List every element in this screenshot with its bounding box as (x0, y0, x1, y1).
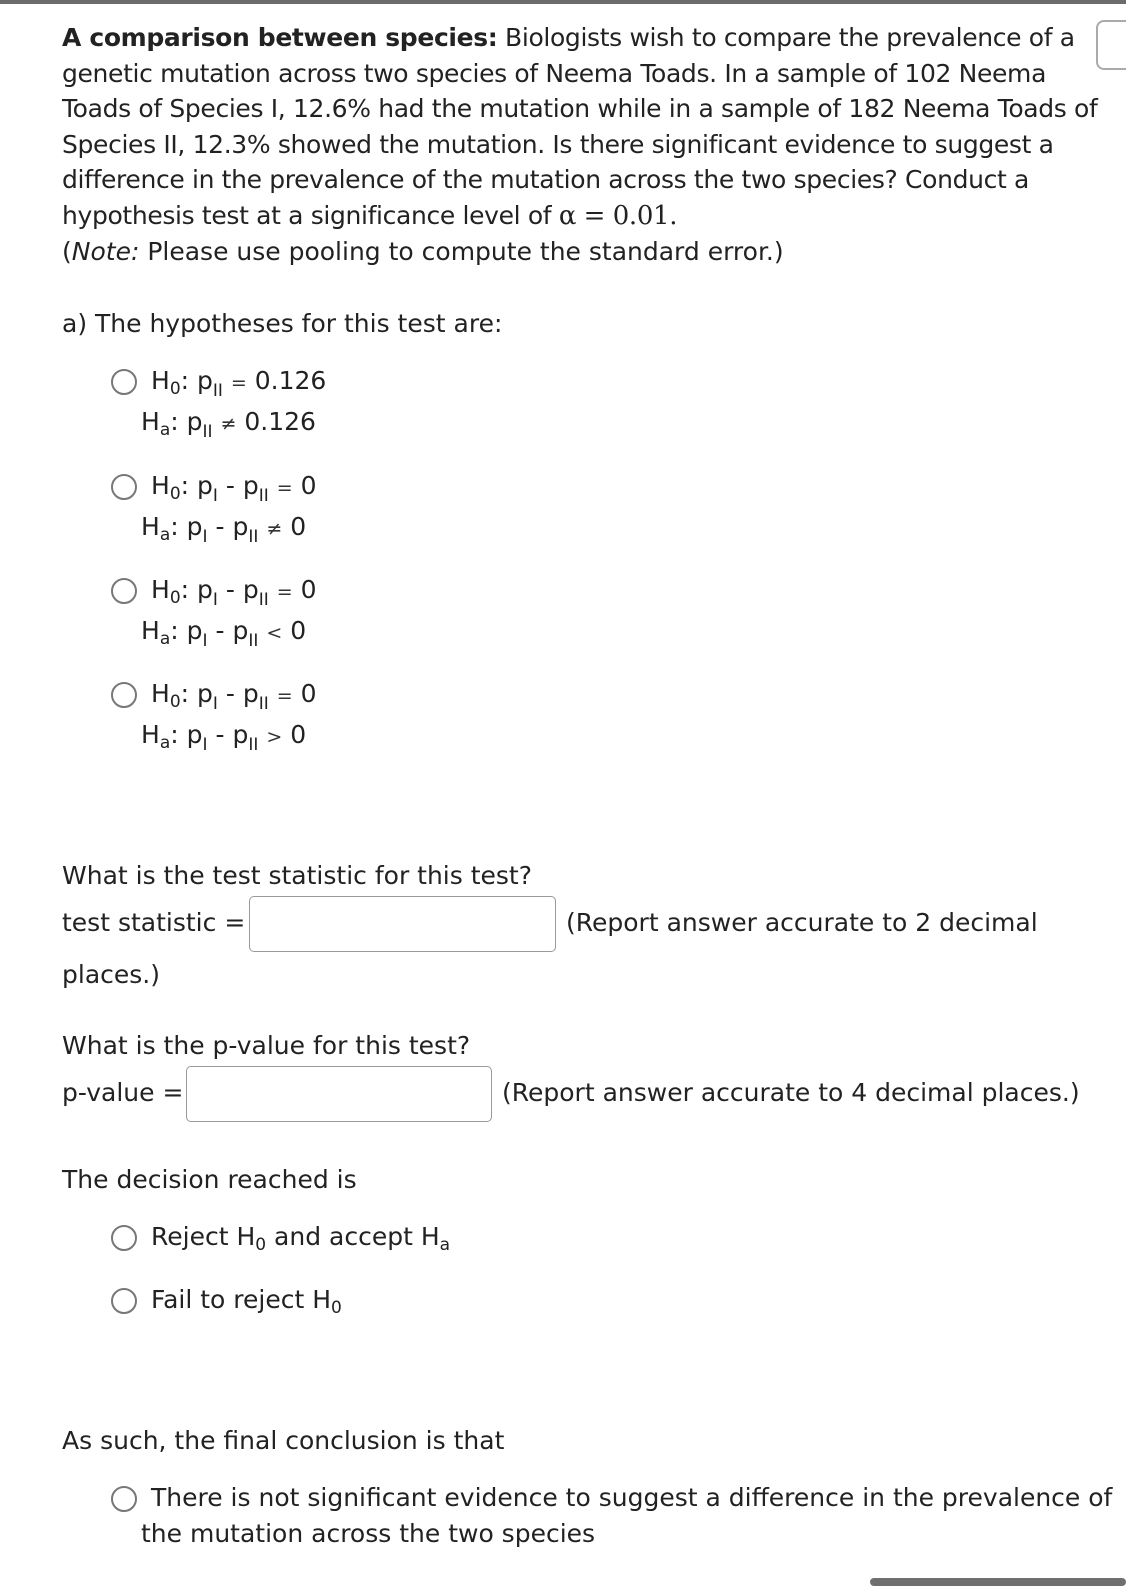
top-border (0, 0, 1126, 4)
conclusion-option-1-line-2: the mutation across the two species (141, 1519, 596, 1548)
p-value-hint: (Report answer accurate to 4 decimal places.) (502, 1078, 1080, 1107)
note-paren: ( (62, 237, 72, 266)
test-statistic-hint-cont: places.) (62, 960, 160, 989)
test-statistic-hint: (Report answer accurate to 2 decimal (566, 908, 1038, 937)
part-a-prompt: a) The hypotheses for this test are: (62, 309, 503, 338)
alpha-equals: = (583, 200, 606, 231)
note-text: Please use pooling to compute the standard error.) (147, 237, 784, 266)
fail-label: Fail to reject $H_0$ (151, 1285, 342, 1318)
question-line-4: Species II, 12.3% showed the mutation. Is there significant evidence to suggest a (62, 129, 1054, 159)
radio-hypothesis-1[interactable] (111, 369, 137, 395)
decision-prompt: The decision reached is (62, 1165, 357, 1194)
option-1-alt: $H_a$: $p_{II} \ne 0.126$ (141, 407, 316, 442)
question-line-5: difference in the prevalence of the mutation across the two species? Conduct a (62, 165, 1030, 194)
conclusion-prompt: As such, the final conclusion is that (62, 1426, 505, 1455)
option-1-null: $H_0$: $p_{II} = 0.126$ (151, 366, 327, 401)
radio-hypothesis-2[interactable] (111, 474, 137, 500)
note-label: Note: (71, 237, 140, 266)
alpha-symbol: α (558, 200, 577, 231)
radio-conclusion-1[interactable] (111, 1486, 137, 1512)
test-statistic-question: What is the test statistic for this test? (62, 861, 533, 890)
test-statistic-label: test statistic = (62, 908, 246, 937)
option-3-null: $H_0$: $p_I - p_{II} = 0$ (151, 575, 317, 610)
p-value-label: p-value = (62, 1078, 184, 1107)
radio-hypothesis-4[interactable] (111, 682, 137, 708)
question-lead: A comparison between species: (62, 23, 498, 52)
option-2-alt: $H_a$: $p_I - p_{II} \ne 0$ (141, 512, 307, 547)
conclusion-option-1-line-1: There is not significant evidence to suggest a difference in the prevalence of (151, 1483, 1113, 1512)
test-statistic-input[interactable] (249, 896, 556, 952)
alpha-value: 0.01. (612, 200, 678, 231)
note (62, 234, 784, 270)
reject-label: Reject $H_0$ and accept $H_a$ (151, 1222, 451, 1255)
option-3-alt: $H_a$: $p_I - p_{II} < 0$ (141, 616, 307, 651)
question-line-3: Toads of Species I, 12.6% had the mutation while in a sample of 182 Neema Toads of (62, 94, 1098, 123)
option-4-alt: $H_a$: $p_I - p_{II} > 0$ (141, 720, 307, 755)
radio-reject[interactable] (111, 1225, 137, 1251)
option-4-null: $H_0$: $p_I - p_{II} = 0$ (151, 679, 317, 714)
radio-hypothesis-3[interactable] (111, 578, 137, 604)
question-line-1: Biologists wish to compare the prevalence of a (505, 23, 1075, 52)
question-line-6: hypothesis test at a significance level of (62, 200, 552, 230)
option-2-null: $H_0$: $p_I - p_{II} = 0$ (151, 471, 317, 506)
p-value-input[interactable] (186, 1066, 492, 1122)
horizontal-scrollbar[interactable] (870, 1578, 1126, 1586)
question-line-2: genetic mutation across two species of Neema Toads. In a sample of 102 Neema (62, 58, 1047, 88)
p-value-question: What is the p-value for this test? (62, 1031, 471, 1060)
question-text (62, 20, 1110, 234)
radio-fail-to-reject[interactable] (111, 1288, 137, 1314)
